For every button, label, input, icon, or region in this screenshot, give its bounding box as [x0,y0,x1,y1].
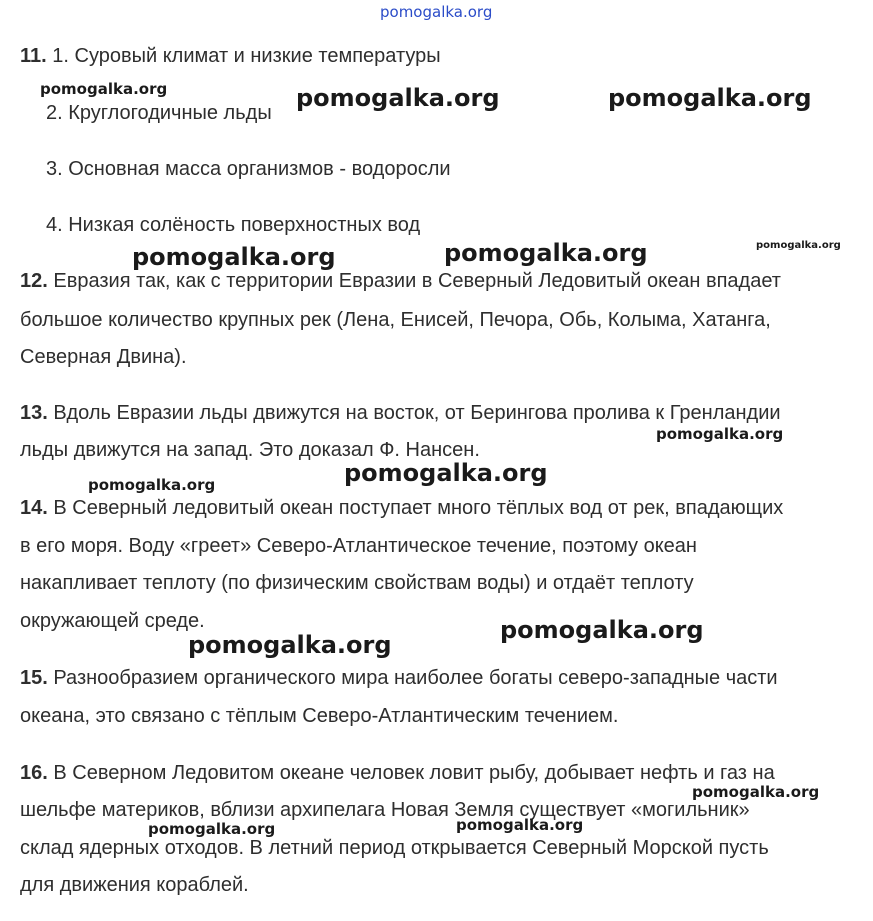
answer-15-number: 15. [20,667,48,689]
answer-14-line-3: накапливает теплоту (по физическим свойствам воды) и отдаёт теплоту [20,572,694,594]
answer-15-line-2: океана, это связано с тёплым Северо-Атлантическим течением. [20,705,619,727]
answer-11-line-2: 2. Круглогодичные льды [46,102,272,124]
watermark: pomogalka.org [656,425,784,443]
answer-11-number: 11. [20,45,47,67]
watermark: pomogalka.org [456,816,584,834]
answer-14-line-4: окружающей среде. [20,610,205,632]
answer-11-line-4: 4. Низкая солёность поверхностных вод [46,214,421,236]
answer-12-number: 12. [20,270,48,292]
answer-14-line-1 [20,496,783,520]
watermark: pomogalka.org [692,783,820,801]
answer-13-number: 13. [20,402,48,424]
answer-12-line-1 [20,269,781,293]
watermark: pomogalka.org [608,84,812,112]
watermark-top: pomogalka.org [380,3,493,21]
answer-16-line-3: склад ядерных отходов. В летний период открывается Северный Морской пусть [20,837,769,859]
answer-16-number: 16. [20,762,48,784]
watermark: pomogalka.org [188,631,392,659]
answer-14-line-2: в его моря. Воду «греет» Северо-Атлантическое течение, поэтому океан [20,535,697,557]
answer-13-line-2: льды движутся на запад. Это доказал Ф. Нансен. [20,439,480,461]
answer-15-text-1: Разнообразием органического мира наиболее богаты северо-западные части [53,667,778,689]
answer-16-line-2: шельфе материков, вблизи архипелага Новая Земля существует «могильник» [20,799,750,821]
answer-16-line-1 [20,761,775,785]
answer-11-line-3: 3. Основная масса организмов - водоросли [46,158,451,180]
watermark: pomogalka.org [40,80,168,98]
watermark: pomogalka.org [88,476,216,494]
watermark: pomogalka.org [296,84,500,112]
answer-13-line-1 [20,401,781,425]
watermark: pomogalka.org [344,459,548,487]
watermark: pomogalka.org [132,243,336,271]
answer-14-number: 14. [20,497,48,519]
watermark: pomogalka.org [756,240,841,251]
answer-11-line-1 [20,44,441,68]
watermark: pomogalka.org [444,239,648,267]
answer-14-text-1: В Северный ледовитый океан поступает много тёплых вод от рек, впадающих [53,497,784,519]
answer-13-text-1: Вдоль Евразии льды движутся на восток, от Берингова пролива к Гренландии [53,402,781,424]
watermark: pomogalka.org [148,820,276,838]
answer-16-text-1: В Северном Ледовитом океане человек ловит рыбу, добывает нефть и газ на [53,762,775,784]
answer-16-line-4: для движения кораблей. [20,874,249,896]
answer-11-text-1: 1. Суровый климат и низкие температуры [52,45,441,67]
answer-15-line-1 [20,666,778,690]
answer-12-text-1: Евразия так, как с территории Евразии в Северный Ледовитый океан впадает [53,270,781,292]
watermark: pomogalka.org [500,616,704,644]
answer-12-line-2: большое количество крупных рек (Лена, Енисей, Печора, Обь, Колыма, Хатанга, [20,309,771,331]
answer-12-line-3: Северная Двина). [20,346,187,368]
